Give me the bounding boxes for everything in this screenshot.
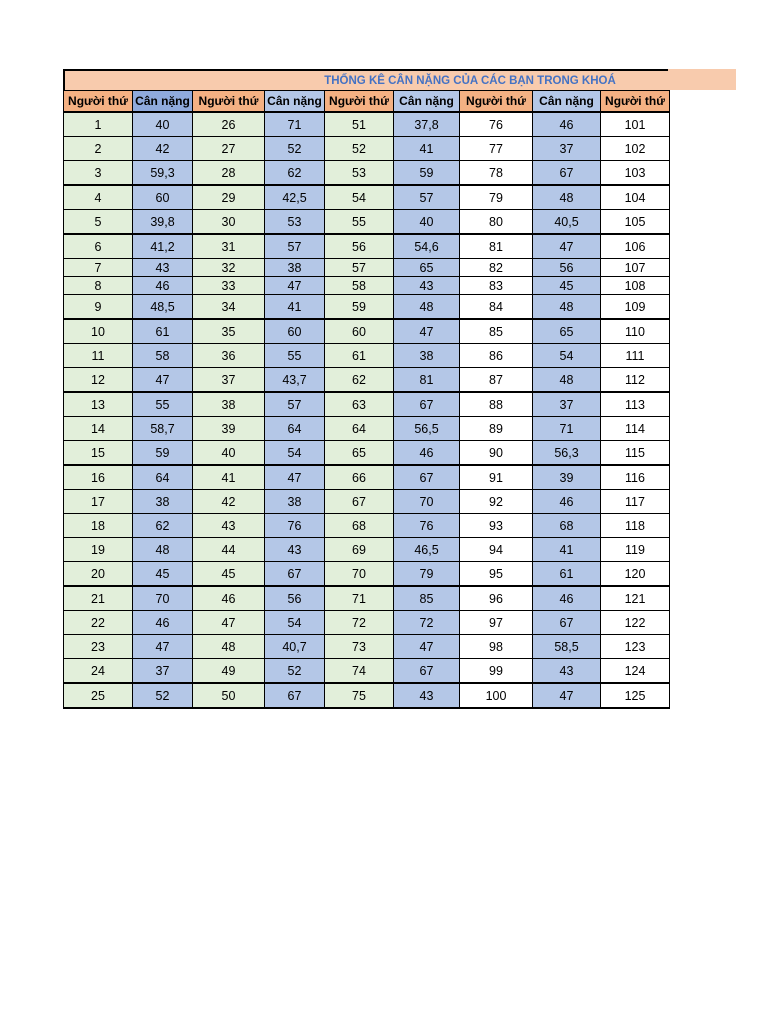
header-weight-1[interactable]: Cân nặng (133, 91, 193, 113)
header-person-4[interactable]: Người thứ (460, 91, 533, 113)
cell-weight[interactable]: 61 (133, 319, 193, 344)
cell-person[interactable]: 89 (460, 417, 533, 441)
cell-weight[interactable]: 48 (133, 538, 193, 562)
cell-weight[interactable]: 54 (265, 441, 325, 466)
cell-weight[interactable]: 65 (533, 319, 601, 344)
table-row (64, 319, 670, 344)
cell-weight[interactable]: 62 (265, 161, 325, 186)
cell-weight[interactable]: 72 (394, 611, 460, 635)
cell-weight[interactable]: 62 (133, 514, 193, 538)
cell-person[interactable]: 24 (64, 659, 133, 684)
cell-weight[interactable]: 56 (533, 259, 601, 277)
cell-weight[interactable]: 46 (133, 611, 193, 635)
cell-weight[interactable]: 48 (533, 368, 601, 393)
cell-person[interactable]: 9 (64, 295, 133, 320)
table-row (64, 277, 670, 295)
cell-person[interactable]: 109 (601, 295, 670, 320)
cell-person[interactable]: 6 (64, 234, 133, 259)
cell-person[interactable]: 26 (193, 112, 265, 137)
cell-person[interactable]: 50 (193, 683, 265, 708)
cell-person[interactable]: 39 (193, 417, 265, 441)
cell-person[interactable]: 30 (193, 210, 265, 235)
cell-weight[interactable]: 55 (265, 344, 325, 368)
cell-person[interactable]: 33 (193, 277, 265, 295)
cell-person[interactable]: 37 (193, 368, 265, 393)
header-weight-4[interactable]: Cân nặng (533, 91, 601, 113)
cell-weight[interactable]: 47 (265, 277, 325, 295)
cell-weight[interactable]: 57 (394, 185, 460, 210)
table-row (64, 441, 670, 466)
cell-person[interactable]: 48 (193, 635, 265, 659)
cell-person[interactable]: 2 (64, 137, 133, 161)
cell-person[interactable]: 114 (601, 417, 670, 441)
table-row (64, 683, 670, 708)
cell-weight[interactable]: 41 (394, 137, 460, 161)
cell-person[interactable]: 44 (193, 538, 265, 562)
cell-weight[interactable]: 47 (394, 319, 460, 344)
cell-person[interactable]: 35 (193, 319, 265, 344)
cell-person[interactable]: 64 (325, 417, 394, 441)
cell-person[interactable]: 79 (460, 185, 533, 210)
cell-person[interactable]: 104 (601, 185, 670, 210)
cell-weight[interactable]: 42,5 (265, 185, 325, 210)
cell-person[interactable]: 70 (325, 562, 394, 587)
cell-weight[interactable]: 67 (533, 611, 601, 635)
cell-weight[interactable]: 52 (265, 659, 325, 684)
cell-weight[interactable]: 56,3 (533, 441, 601, 466)
cell-weight[interactable]: 43,7 (265, 368, 325, 393)
cell-weight[interactable]: 61 (533, 562, 601, 587)
cell-weight[interactable]: 46 (533, 490, 601, 514)
table-row (64, 659, 670, 684)
cell-person[interactable]: 32 (193, 259, 265, 277)
cell-weight[interactable]: 38 (265, 259, 325, 277)
cell-person[interactable]: 110 (601, 319, 670, 344)
cell-person[interactable]: 11 (64, 344, 133, 368)
cell-weight[interactable]: 55 (133, 392, 193, 417)
cell-person[interactable]: 83 (460, 277, 533, 295)
cell-person[interactable]: 85 (460, 319, 533, 344)
cell-person[interactable]: 17 (64, 490, 133, 514)
cell-person[interactable]: 108 (601, 277, 670, 295)
cell-person[interactable]: 81 (460, 234, 533, 259)
cell-weight[interactable]: 76 (394, 514, 460, 538)
table-row (64, 392, 670, 417)
cell-person[interactable]: 54 (325, 185, 394, 210)
cell-weight[interactable]: 52 (265, 137, 325, 161)
table-row (64, 368, 670, 393)
cell-person[interactable]: 7 (64, 259, 133, 277)
cell-person[interactable]: 118 (601, 514, 670, 538)
cell-weight[interactable]: 38 (133, 490, 193, 514)
cell-weight[interactable]: 46 (133, 277, 193, 295)
table-row (64, 465, 670, 490)
cell-weight[interactable]: 71 (265, 112, 325, 137)
cell-person[interactable]: 90 (460, 441, 533, 466)
cell-weight[interactable]: 59 (394, 161, 460, 186)
cell-weight[interactable]: 64 (133, 465, 193, 490)
cell-person[interactable]: 8 (64, 277, 133, 295)
cell-person[interactable]: 1 (64, 112, 133, 137)
cell-person[interactable]: 97 (460, 611, 533, 635)
cell-person[interactable]: 69 (325, 538, 394, 562)
cell-person[interactable]: 96 (460, 586, 533, 611)
cell-person[interactable]: 12 (64, 368, 133, 393)
cell-person[interactable]: 123 (601, 635, 670, 659)
cell-person[interactable]: 117 (601, 490, 670, 514)
table-row (64, 344, 670, 368)
cell-weight[interactable]: 67 (394, 465, 460, 490)
cell-person[interactable]: 40 (193, 441, 265, 466)
cell-person[interactable]: 52 (325, 137, 394, 161)
cell-person[interactable]: 49 (193, 659, 265, 684)
cell-weight[interactable]: 67 (533, 161, 601, 186)
cell-weight[interactable]: 46,5 (394, 538, 460, 562)
cell-weight[interactable]: 68 (533, 514, 601, 538)
cell-weight[interactable]: 37 (533, 392, 601, 417)
cell-person[interactable]: 20 (64, 562, 133, 587)
cell-weight[interactable]: 56,5 (394, 417, 460, 441)
cell-weight[interactable]: 54 (265, 611, 325, 635)
cell-weight[interactable]: 45 (133, 562, 193, 587)
cell-person[interactable]: 63 (325, 392, 394, 417)
cell-weight[interactable]: 41 (533, 538, 601, 562)
cell-person[interactable]: 112 (601, 368, 670, 393)
cell-person[interactable]: 15 (64, 441, 133, 466)
table-row (64, 161, 670, 186)
table-row (64, 514, 670, 538)
cell-weight[interactable]: 47 (533, 683, 601, 708)
cell-weight[interactable]: 42 (133, 137, 193, 161)
table-row (64, 562, 670, 587)
cell-weight[interactable]: 47 (133, 635, 193, 659)
cell-person[interactable]: 78 (460, 161, 533, 186)
header-weight-3[interactable]: Cân nặng (394, 91, 460, 113)
header-row (64, 91, 670, 113)
cell-person[interactable]: 113 (601, 392, 670, 417)
cell-weight[interactable]: 70 (133, 586, 193, 611)
table-row (64, 259, 670, 277)
title-bar-extension (668, 69, 736, 90)
cell-person[interactable]: 98 (460, 635, 533, 659)
cell-person[interactable]: 71 (325, 586, 394, 611)
cell-person[interactable]: 53 (325, 161, 394, 186)
cell-weight[interactable]: 64 (265, 417, 325, 441)
cell-person[interactable]: 74 (325, 659, 394, 684)
cell-weight[interactable]: 45 (533, 277, 601, 295)
cell-person[interactable]: 77 (460, 137, 533, 161)
cell-person[interactable]: 80 (460, 210, 533, 235)
cell-weight[interactable]: 37 (533, 137, 601, 161)
cell-weight[interactable]: 67 (265, 562, 325, 587)
cell-weight[interactable]: 71 (533, 417, 601, 441)
cell-weight[interactable]: 47 (533, 234, 601, 259)
cell-person[interactable]: 16 (64, 465, 133, 490)
cell-weight[interactable]: 54,6 (394, 234, 460, 259)
cell-person[interactable]: 21 (64, 586, 133, 611)
header-weight-2[interactable]: Cân nặng (265, 91, 325, 113)
cell-person[interactable]: 22 (64, 611, 133, 635)
cell-weight[interactable]: 60 (133, 185, 193, 210)
cell-person[interactable]: 18 (64, 514, 133, 538)
cell-weight[interactable]: 40 (133, 112, 193, 137)
cell-person[interactable]: 115 (601, 441, 670, 466)
cell-weight[interactable]: 56 (265, 586, 325, 611)
cell-person[interactable]: 86 (460, 344, 533, 368)
cell-weight[interactable]: 58 (133, 344, 193, 368)
cell-weight[interactable]: 39 (533, 465, 601, 490)
cell-person[interactable]: 36 (193, 344, 265, 368)
cell-person[interactable]: 45 (193, 562, 265, 587)
header-person-1[interactable]: Người thứ (64, 91, 133, 113)
cell-person[interactable]: 3 (64, 161, 133, 186)
cell-person[interactable]: 88 (460, 392, 533, 417)
cell-weight[interactable]: 58,5 (533, 635, 601, 659)
cell-weight[interactable]: 76 (265, 514, 325, 538)
cell-person[interactable]: 28 (193, 161, 265, 186)
cell-weight[interactable]: 43 (394, 683, 460, 708)
cell-weight[interactable]: 79 (394, 562, 460, 587)
cell-person[interactable]: 116 (601, 465, 670, 490)
cell-person[interactable]: 91 (460, 465, 533, 490)
cell-person[interactable]: 65 (325, 441, 394, 466)
cell-weight[interactable]: 48 (394, 295, 460, 320)
cell-weight[interactable]: 60 (265, 319, 325, 344)
cell-weight[interactable]: 46 (533, 112, 601, 137)
cell-weight[interactable]: 48 (533, 295, 601, 320)
header-person-3[interactable]: Người thứ (325, 91, 394, 113)
cell-person[interactable]: 76 (460, 112, 533, 137)
cell-person[interactable]: 67 (325, 490, 394, 514)
cell-weight[interactable]: 43 (265, 538, 325, 562)
cell-weight[interactable]: 59 (133, 441, 193, 466)
cell-person[interactable]: 43 (193, 514, 265, 538)
cell-weight[interactable]: 59,3 (133, 161, 193, 186)
cell-person[interactable]: 84 (460, 295, 533, 320)
cell-person[interactable]: 99 (460, 659, 533, 684)
cell-person[interactable]: 87 (460, 368, 533, 393)
cell-person[interactable]: 66 (325, 465, 394, 490)
cell-person[interactable]: 19 (64, 538, 133, 562)
cell-person[interactable]: 60 (325, 319, 394, 344)
table-row (64, 112, 670, 137)
cell-person[interactable]: 25 (64, 683, 133, 708)
cell-person[interactable]: 82 (460, 259, 533, 277)
cell-person[interactable]: 75 (325, 683, 394, 708)
cell-person[interactable]: 58 (325, 277, 394, 295)
cell-person[interactable]: 124 (601, 659, 670, 684)
cell-weight[interactable]: 85 (394, 586, 460, 611)
header-person-2[interactable]: Người thứ (193, 91, 265, 113)
cell-weight[interactable]: 57 (265, 392, 325, 417)
cell-person[interactable]: 111 (601, 344, 670, 368)
cell-person[interactable]: 102 (601, 137, 670, 161)
cell-person[interactable]: 55 (325, 210, 394, 235)
table-row (64, 185, 670, 210)
cell-weight[interactable]: 41,2 (133, 234, 193, 259)
cell-weight[interactable]: 48 (533, 185, 601, 210)
cell-weight[interactable]: 67 (265, 683, 325, 708)
cell-weight[interactable]: 46 (533, 586, 601, 611)
cell-weight[interactable]: 40 (394, 210, 460, 235)
cell-person[interactable]: 5 (64, 210, 133, 235)
cell-weight[interactable]: 81 (394, 368, 460, 393)
cell-person[interactable]: 47 (193, 611, 265, 635)
table-row (64, 295, 670, 320)
table-row (64, 490, 670, 514)
cell-person[interactable]: 59 (325, 295, 394, 320)
cell-person[interactable]: 29 (193, 185, 265, 210)
cell-weight[interactable]: 65 (394, 259, 460, 277)
table-row (64, 137, 670, 161)
cell-person[interactable]: 46 (193, 586, 265, 611)
table-row (64, 635, 670, 659)
cell-person[interactable]: 73 (325, 635, 394, 659)
header-person-5[interactable]: Người thứ (601, 91, 670, 113)
cell-weight[interactable]: 37 (133, 659, 193, 684)
cell-person[interactable]: 72 (325, 611, 394, 635)
table-row (64, 417, 670, 441)
cell-person[interactable]: 101 (601, 112, 670, 137)
cell-weight[interactable]: 43 (394, 277, 460, 295)
cell-person[interactable]: 120 (601, 562, 670, 587)
cell-person[interactable]: 23 (64, 635, 133, 659)
cell-person[interactable]: 119 (601, 538, 670, 562)
cell-weight[interactable]: 47 (265, 465, 325, 490)
cell-person[interactable]: 103 (601, 161, 670, 186)
cell-person[interactable]: 42 (193, 490, 265, 514)
cell-weight[interactable]: 67 (394, 392, 460, 417)
cell-person[interactable]: 10 (64, 319, 133, 344)
cell-weight[interactable]: 37,8 (394, 112, 460, 137)
table-row (64, 586, 670, 611)
table-row (64, 234, 670, 259)
cell-person[interactable]: 14 (64, 417, 133, 441)
cell-person[interactable]: 57 (325, 259, 394, 277)
cell-weight[interactable]: 43 (133, 259, 193, 277)
cell-weight[interactable]: 52 (133, 683, 193, 708)
cell-weight[interactable]: 54 (533, 344, 601, 368)
cell-person[interactable]: 13 (64, 392, 133, 417)
cell-weight[interactable]: 40,5 (533, 210, 601, 235)
weights-table (63, 90, 670, 709)
cell-person[interactable]: 93 (460, 514, 533, 538)
sheet-title: THỐNG KÊ CÂN NẶNG CỦA CÁC BẠN TRONG KHOÁ (324, 75, 616, 87)
cell-weight[interactable]: 38 (394, 344, 460, 368)
cell-person[interactable]: 105 (601, 210, 670, 235)
cell-weight[interactable]: 67 (394, 659, 460, 684)
cell-person[interactable]: 34 (193, 295, 265, 320)
cell-person[interactable]: 94 (460, 538, 533, 562)
cell-person[interactable]: 56 (325, 234, 394, 259)
cell-person[interactable]: 95 (460, 562, 533, 587)
cell-person[interactable]: 61 (325, 344, 394, 368)
cell-person[interactable]: 125 (601, 683, 670, 708)
table-row (64, 210, 670, 235)
cell-person[interactable]: 41 (193, 465, 265, 490)
cell-weight[interactable]: 47 (133, 368, 193, 393)
cell-person[interactable]: 100 (460, 683, 533, 708)
cell-weight[interactable]: 58,7 (133, 417, 193, 441)
cell-person[interactable]: 107 (601, 259, 670, 277)
cell-weight[interactable]: 70 (394, 490, 460, 514)
cell-person[interactable]: 31 (193, 234, 265, 259)
cell-person[interactable]: 62 (325, 368, 394, 393)
table-row (64, 611, 670, 635)
cell-person[interactable]: 68 (325, 514, 394, 538)
cell-weight[interactable]: 57 (265, 234, 325, 259)
cell-weight[interactable]: 41 (265, 295, 325, 320)
cell-weight[interactable]: 38 (265, 490, 325, 514)
cell-weight[interactable]: 39,8 (133, 210, 193, 235)
cell-person[interactable]: 38 (193, 392, 265, 417)
cell-weight[interactable]: 53 (265, 210, 325, 235)
cell-weight[interactable]: 48,5 (133, 295, 193, 320)
cell-person[interactable]: 106 (601, 234, 670, 259)
cell-weight[interactable]: 46 (394, 441, 460, 466)
cell-weight[interactable]: 43 (533, 659, 601, 684)
cell-person[interactable]: 27 (193, 137, 265, 161)
cell-weight[interactable]: 40,7 (265, 635, 325, 659)
cell-person[interactable]: 121 (601, 586, 670, 611)
cell-person[interactable]: 122 (601, 611, 670, 635)
cell-person[interactable]: 51 (325, 112, 394, 137)
cell-weight[interactable]: 47 (394, 635, 460, 659)
table-row (64, 538, 670, 562)
cell-person[interactable]: 4 (64, 185, 133, 210)
cell-person[interactable]: 92 (460, 490, 533, 514)
